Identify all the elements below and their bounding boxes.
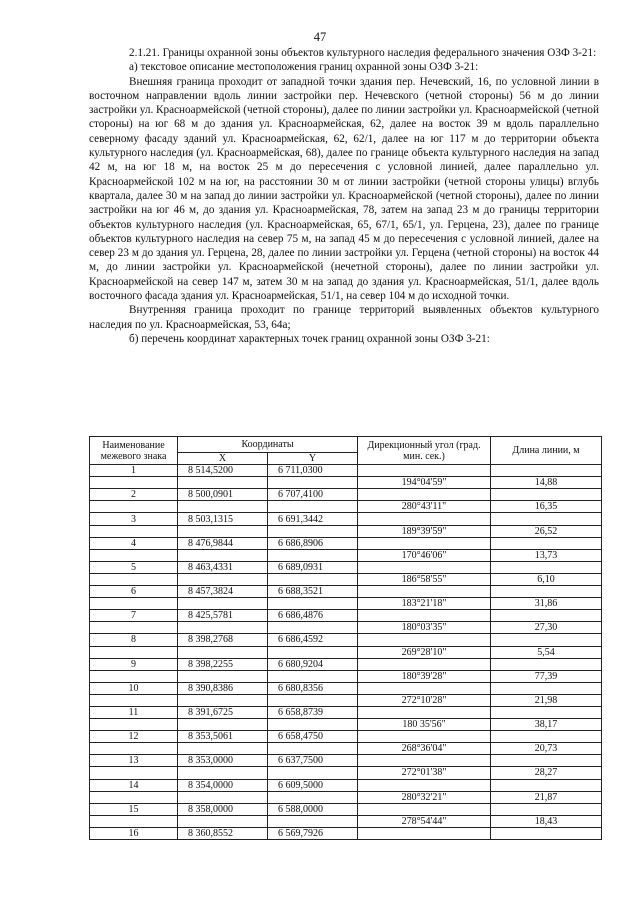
empty-cell (358, 803, 491, 815)
empty-cell (491, 827, 602, 839)
point-y: 6 686,4592 (268, 634, 358, 646)
point-y: 6 711,0300 (268, 465, 358, 477)
empty-cell (90, 694, 178, 706)
empty-cell (358, 586, 491, 598)
point-x: 8 391,6725 (178, 706, 268, 718)
empty-cell (178, 549, 268, 561)
table-row (90, 598, 602, 610)
table-row (90, 731, 602, 743)
empty-cell (268, 622, 358, 634)
point-x: 8 360,8552 (178, 827, 268, 839)
empty-cell (268, 598, 358, 610)
point-number: 4 (90, 537, 178, 549)
point-number: 2 (90, 489, 178, 501)
point-y: 6 686,8906 (268, 537, 358, 549)
point-y: 6 658,4750 (268, 731, 358, 743)
item-b: б) перечень координат характерных точек границ охранной зоны ОЗФ 3-21: (129, 332, 490, 345)
empty-cell (491, 489, 602, 501)
point-y: 6 637,7500 (268, 755, 358, 767)
table-row (90, 610, 602, 622)
table-row (90, 694, 602, 706)
point-y: 6 680,9204 (268, 658, 358, 670)
point-number: 11 (90, 706, 178, 718)
segment-angle: 272°01'38" (358, 767, 491, 779)
empty-cell (268, 646, 358, 658)
point-x: 8 425,5781 (178, 610, 268, 622)
point-number: 9 (90, 658, 178, 670)
empty-cell (358, 658, 491, 670)
empty-cell (268, 815, 358, 827)
point-y: 6 680,8356 (268, 682, 358, 694)
empty-cell (178, 791, 268, 803)
empty-cell (90, 622, 178, 634)
empty-cell (491, 537, 602, 549)
segment-length: 18,43 (491, 815, 602, 827)
empty-cell (90, 791, 178, 803)
inner-boundary-description: Внутренняя граница проходит по границе территорий выявленных объектов культурного наследия по ул. Красноармейская, 53, 64а; (89, 304, 599, 331)
empty-cell (491, 465, 602, 477)
table-row (90, 489, 602, 501)
table-row (90, 779, 602, 791)
empty-cell (178, 477, 268, 489)
empty-cell (268, 501, 358, 513)
empty-cell (491, 586, 602, 598)
table-row (90, 573, 602, 585)
empty-cell (358, 706, 491, 718)
point-y: 6 609,5000 (268, 779, 358, 791)
segment-length: 21,98 (491, 694, 602, 706)
segment-length: 20,73 (491, 743, 602, 755)
coordinates-table (89, 436, 602, 840)
point-y: 6 691,3442 (268, 513, 358, 525)
point-number: 12 (90, 731, 178, 743)
segment-angle: 268°36'04" (358, 743, 491, 755)
point-x: 8 457,3824 (178, 586, 268, 598)
point-x: 8 476,9844 (178, 537, 268, 549)
empty-cell (90, 646, 178, 658)
segment-angle: 278°54'44" (358, 815, 491, 827)
point-x: 8 503,1315 (178, 513, 268, 525)
item-a: а) текстовое описание местоположения границ охранной зоны ОЗФ 3-21: (129, 61, 479, 74)
empty-cell (358, 561, 491, 573)
header-name: Наименование межевого знака (90, 437, 178, 465)
table-row (90, 670, 602, 682)
empty-cell (90, 525, 178, 537)
empty-cell (268, 573, 358, 585)
segment-angle: 189°39'59" (358, 525, 491, 537)
outer-boundary-description: Внешняя граница проходит от западной точки здания пер. Нечевский, 16, по условной линии в восточном направлении вдоль линии застройки пер. Нечевского (четной стороны) 56 м до линии застройки ул. Красноармейской (четной стороны), далее по линии застройки ул. Красноармейской (четной стороны) на юг 68 м до здания ул. Красноармейская, 62, далее на восток 39 м вдоль параллельно северному фасаду зданий ул. Красноармейская, 62, 62/1, далее на юг 117 м до территории объекта культурного наследия (ул. Красноармейская, 68), далее по границе объекта культурного наследия на запад 42 м, на юг 18 м, на восток 25 м до пересечения с условной линией, далее параллельно ул. Красноармейской 102 м на юг, на расстоянии 30 м от линии застройки (четной стороны улицы) вглубь квартала, далее 30 м на запад до линии застройки ул. Красноармейской (четной стороны), далее по линии застройки на юг 46 м, до здания ул. Красноармейская, 78, затем на запад 23 м до границы территории объектов культурного наследия (ул. Красноармейская, 65, 67/1, 65/1, ул. Герцена, 23), далее по границе объектов культурного наследия на север 75 м, на запад 45 м до пересечения с условной линией, далее на север 23 м до здания ул. Герцена, 28, далее по линии застройки ул. Герцена (четной стороны) на восток 44 м, до линии застройки ул. Красноармейской (нечетной стороны), далее по линии застройки ул. Красноармейской на север 147 м, затем 30 м на запад до здания ул. Красноармейская, 51/1, далее вдоль восточного фасада здания ул. Красноармейская, 51/1, на север 104 м до исходной точки. (89, 75, 599, 303)
point-number: 15 (90, 803, 178, 815)
table-row (90, 682, 602, 694)
empty-cell (358, 731, 491, 743)
table-row (90, 719, 602, 731)
segment-length: 38,17 (491, 719, 602, 731)
empty-cell (90, 743, 178, 755)
table-row (90, 791, 602, 803)
segment-length: 5,54 (491, 646, 602, 658)
segment-length: 21,87 (491, 791, 602, 803)
empty-cell (491, 755, 602, 767)
empty-cell (268, 477, 358, 489)
point-x: 8 358,0000 (178, 803, 268, 815)
page-number: 47 (313, 30, 327, 44)
point-x: 8 398,2255 (178, 658, 268, 670)
table-row (90, 743, 602, 755)
point-y: 6 569,7926 (268, 827, 358, 839)
empty-cell (491, 610, 602, 622)
segment-angle: 272°10'28" (358, 694, 491, 706)
point-y: 6 688,3521 (268, 586, 358, 598)
empty-cell (178, 622, 268, 634)
empty-cell (90, 670, 178, 682)
empty-cell (90, 549, 178, 561)
table-row (90, 525, 602, 537)
table-row (90, 658, 602, 670)
table-row (90, 815, 602, 827)
table-row (90, 622, 602, 634)
empty-cell (178, 646, 268, 658)
empty-cell (491, 779, 602, 791)
table-row (90, 501, 602, 513)
segment-length: 13,73 (491, 549, 602, 561)
point-y: 6 588,0000 (268, 803, 358, 815)
point-x: 8 354,0000 (178, 779, 268, 791)
table-row (90, 634, 602, 646)
header-length: Длина линии, м (491, 437, 602, 465)
point-x: 8 353,5061 (178, 731, 268, 743)
coordinates-body (90, 465, 602, 840)
empty-cell (268, 767, 358, 779)
empty-cell (358, 634, 491, 646)
segment-angle: 280°32'21" (358, 791, 491, 803)
segment-length: 6,10 (491, 573, 602, 585)
point-x: 8 390,8386 (178, 682, 268, 694)
point-x: 8 398,2768 (178, 634, 268, 646)
table-row (90, 561, 602, 573)
segment-length: 31,86 (491, 598, 602, 610)
table-row (90, 767, 602, 779)
empty-cell (178, 767, 268, 779)
empty-cell (178, 525, 268, 537)
section-text (89, 46, 599, 346)
empty-cell (491, 706, 602, 718)
point-number: 10 (90, 682, 178, 694)
empty-cell (491, 658, 602, 670)
point-number: 8 (90, 634, 178, 646)
point-y: 6 658,8739 (268, 706, 358, 718)
empty-cell (358, 610, 491, 622)
point-number: 7 (90, 610, 178, 622)
point-number: 6 (90, 586, 178, 598)
point-x: 8 500,0901 (178, 489, 268, 501)
point-number: 14 (90, 779, 178, 791)
empty-cell (491, 634, 602, 646)
segment-angle: 194°04'59" (358, 477, 491, 489)
segment-angle: 180°39'28" (358, 670, 491, 682)
empty-cell (90, 501, 178, 513)
empty-cell (491, 513, 602, 525)
point-number: 16 (90, 827, 178, 839)
point-x: 8 463,4331 (178, 561, 268, 573)
empty-cell (358, 465, 491, 477)
empty-cell (178, 573, 268, 585)
empty-cell (358, 779, 491, 791)
empty-cell (90, 573, 178, 585)
table-row (90, 549, 602, 561)
point-x: 8 353,0000 (178, 755, 268, 767)
table-row (90, 477, 602, 489)
table-row (90, 513, 602, 525)
table-row (90, 706, 602, 718)
segment-angle: 269°28'10" (358, 646, 491, 658)
table-row (90, 537, 602, 549)
point-y: 6 689,0931 (268, 561, 358, 573)
empty-cell (491, 682, 602, 694)
empty-cell (268, 670, 358, 682)
empty-cell (268, 549, 358, 561)
segment-length: 77,39 (491, 670, 602, 682)
table-row (90, 827, 602, 839)
table-row (90, 755, 602, 767)
empty-cell (178, 743, 268, 755)
empty-cell (178, 501, 268, 513)
segment-angle: 280°43'11" (358, 501, 491, 513)
segment-angle: 170°46'06" (358, 549, 491, 561)
empty-cell (178, 719, 268, 731)
table-row (90, 465, 602, 477)
point-number: 5 (90, 561, 178, 573)
header-coordinates: Координаты (178, 437, 358, 453)
empty-cell (268, 719, 358, 731)
point-x: 8 514,5200 (178, 465, 268, 477)
empty-cell (178, 670, 268, 682)
point-number: 3 (90, 513, 178, 525)
empty-cell (491, 803, 602, 815)
segment-length: 16,35 (491, 501, 602, 513)
segment-angle: 186°58'55" (358, 573, 491, 585)
table-row (90, 586, 602, 598)
segment-length: 14,88 (491, 477, 602, 489)
segment-length: 27,30 (491, 622, 602, 634)
empty-cell (90, 719, 178, 731)
empty-cell (90, 477, 178, 489)
empty-cell (90, 598, 178, 610)
empty-cell (268, 525, 358, 537)
segment-angle: 180 35'56" (358, 719, 491, 731)
header-x: X (178, 453, 268, 465)
empty-cell (358, 537, 491, 549)
segment-angle: 183°21'18" (358, 598, 491, 610)
empty-cell (358, 755, 491, 767)
header-y: Y (268, 453, 358, 465)
empty-cell (268, 743, 358, 755)
empty-cell (178, 694, 268, 706)
header-angle: Дирекционный угол (град. мин. сек.) (358, 437, 491, 465)
table-row (90, 803, 602, 815)
segment-length: 26,52 (491, 525, 602, 537)
empty-cell (491, 731, 602, 743)
empty-cell (178, 815, 268, 827)
empty-cell (491, 561, 602, 573)
segment-length: 28,27 (491, 767, 602, 779)
empty-cell (358, 489, 491, 501)
point-number: 1 (90, 465, 178, 477)
empty-cell (358, 827, 491, 839)
empty-cell (268, 791, 358, 803)
segment-angle: 180°03'35" (358, 622, 491, 634)
point-y: 6 686,4876 (268, 610, 358, 622)
section-heading: 2.1.21. Границы охранной зоны объектов культурного наследия федерального значения ОЗФ 3-21: (129, 47, 597, 59)
empty-cell (178, 598, 268, 610)
empty-cell (358, 682, 491, 694)
empty-cell (358, 513, 491, 525)
table-row (90, 646, 602, 658)
empty-cell (90, 767, 178, 779)
point-y: 6 707,4100 (268, 489, 358, 501)
empty-cell (268, 694, 358, 706)
empty-cell (90, 815, 178, 827)
point-number: 13 (90, 755, 178, 767)
